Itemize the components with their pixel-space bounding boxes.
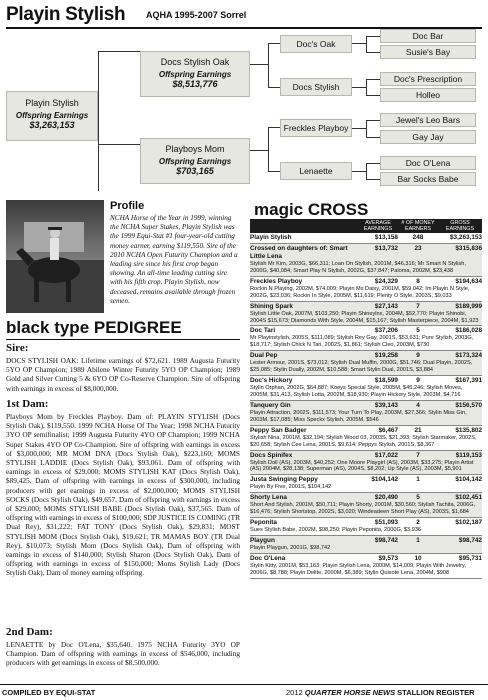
- average-earnings: $37,206: [374, 327, 398, 335]
- pedigree-dam: [140, 138, 250, 184]
- table-row-main: [250, 303, 482, 311]
- pedigree-sire-sire: Doc's Oak: [280, 35, 352, 53]
- money-earners: 23: [414, 245, 422, 252]
- average-earnings: $17,022: [374, 451, 398, 459]
- gross-earnings: $135,802: [455, 426, 482, 434]
- money-earners: 21: [414, 426, 422, 434]
- offspring-list: Rockin N Playing, 2002M, $74,009; Playin Ms Daisy, 2001M, $59,042; Im Playin N Style, 2002G, $23,036; Rockin In Style, 2005M, $11,619; Plenty O Style, 2003S, $9,033: [250, 285, 470, 299]
- pedigree-line: [366, 79, 380, 80]
- average-earnings: $39,143: [374, 401, 398, 409]
- average-earnings: $98,742: [374, 536, 398, 544]
- offspring-list: Short And Stylish, 2001M, $50,711; Playin Shorty, 2001M, $30,560; Stylish Tachita, 2006G, $16,476; Stylish Shortstop, 2002S, $3,020; Windeadeen Short Play (AS), 2003S, $1,684: [250, 502, 476, 516]
- offspring-list: Sues Stylish Babe, 2002M, $98,250; Playin Peponita, 2000G, $3,936: [250, 527, 422, 534]
- table-row: [250, 277, 482, 302]
- subject-earnings-value: $3,263,153: [29, 120, 75, 130]
- table-row-main: [250, 278, 482, 286]
- dam1-text: Playboys Mom by Freckles Playboy. Dam of: PLAYIN STYLISH (Docs Stylish Oak), $119,550. 1999 NCHA Horse Of The Year; 1998 NCHA Futurity 3YO OP semifinalist; 1999 Augusta Futurity 4YO OP Champion; 1999 NCHA Super Stakes 4YO OP Co-Champion. Sire of offspring with earnings in excess of $3,000,000; MR MOM DNA (Docs Stylish Oak), $223,160; MOMS STYLISH LADDIE (Docs Stylish Oak), $93,061. Dam of offspring with earnings in excess of $29,000; MOMS STYLISH KAT (Docs Stylish Oak), $89,425. Dam of offspring with earnings in excess of $300,000, including producers with get earnings in excess of $2,000,000; MOMS STYLISH SOCKS (Docs Stylish Oak), $49,657. Dam of offspring with earnings in excess of $29,000; MOMS STYLISH BABE (Docs Stylish Oak), $37,565. Dam of offspring with earnings in excess of $100,000; SDP JUSTICE IS COMING (TR Dual Rey), $31,222; FAT TONY (Docs Stylish Oak), $29,831; MOST STYLISH MOM (Docs Stylish Oak), $19,621; TR MAMAS BOY (TR Dual Rey), $10,073; Stylish Mom (Docs Stylish Oak), Dam of offspring with earnings in excess of $140,000; Stylish Sharon (Docs Stylish Oak), Dam of offspring with earnings in excess of $150,000; Moms Stylish Lady (Docs Stylish Oak), Dam of money earning offspring.: [6, 412, 240, 578]
- cross-name: Tanquery Gin: [250, 401, 291, 409]
- pedigree-line: [366, 52, 380, 53]
- table-row-main: [250, 245, 482, 261]
- pedigree-line: [250, 150, 268, 151]
- table-row-main: [250, 427, 482, 435]
- pedigree-ggp: Holleo: [380, 88, 476, 102]
- table-row-main: [250, 494, 482, 502]
- gross-earnings: $194,634: [455, 277, 482, 285]
- offspring-list: Playin By Five, 2001S, $104,142: [250, 484, 332, 491]
- table-row-main: [250, 402, 482, 410]
- money-earners: 7: [416, 451, 420, 459]
- pedigree-line: [366, 137, 380, 138]
- pedigree-line: [352, 87, 366, 88]
- offspring-list: Mr Playinstylish, 2005S, $111,089; Stylish Rey Gay, 2001S, $53,631; Pure Stylish, 2003G, $18,717; Stylish Chick N Tari, 2002S, $1,861; Stylish Cleo, 2003M, $730: [250, 335, 474, 349]
- money-earners: 7: [416, 302, 420, 310]
- offspring-list: Stylish Nina, 2001M, $32,194; Stylish Wood 03, 2003S, $21,393; Stylish Starmaker, 2002S, $20,658; Stylish Cee Lena, 2001S, $9,614; Peppys Stylish, 2001S, $8,367: [250, 434, 477, 448]
- table-row: [250, 493, 482, 518]
- offspring-list: Lester Armour, 2001S, $73,012; Stylish Dual Muffin, 2000G, $51,746; Dual Playin, 2002S, $25,085; Stylin Dually, 2002M, $10,588; Smart Stylin Dual, 2001S, $3,884: [250, 360, 473, 374]
- pedigree-line: [268, 127, 269, 171]
- pedigree-line: [352, 128, 366, 129]
- pedigree-ggp: Gay Jay: [380, 130, 476, 144]
- table-header: [250, 219, 482, 233]
- sire-earnings-value: $8,513,776: [172, 79, 218, 89]
- money-earners: 5: [416, 327, 420, 335]
- dam-earnings-label: Offspring Earnings: [158, 157, 232, 166]
- money-earners: 9: [416, 352, 420, 360]
- dam2-text: LENAETTE by Doc O'Lena, $35,640. 1975 NCHA Futurity 3YO OP Champion. Dam of offspring with earnings in excess of $546,000, including producers with get earnings in excess of $8,500,000.: [6, 640, 240, 668]
- column-header: [250, 232, 358, 233]
- cross-name: Justa Swinging Peppy: [250, 476, 318, 484]
- pedigree-line: [366, 163, 380, 164]
- gross-earnings: $102,187: [455, 519, 482, 527]
- pedigree-line: [268, 127, 280, 128]
- average-earnings: $13,158: [374, 234, 398, 241]
- cross-name: Doc's Hickory: [250, 377, 293, 385]
- offspring-list: Stylin Orphan, 2002G, $64,887; Koeys Special Style, 2005M, $45,246; Stylish Moves, 2005M, $31,413, Stylish Lotta, 2002M, $18,930; Playin Hickory Style, 2003M, $4,716: [250, 385, 463, 398]
- money-earners: 1: [416, 536, 420, 544]
- pedigree-line: [268, 87, 280, 88]
- table-body: [250, 233, 482, 579]
- sire-heading: Sire:: [6, 342, 29, 354]
- profile-text: NCHA Horse of the Year in 1999, winning the NCHA Super Stakes, Playin Stylish was the 1999 Equi-Stat #1 four-year-old cutting money earner, earning $119,550. Sire of the 2010 NCHA Open Futurity Champion and a leading sire since his first crop began showing. An all-time leading cutting sire with his fifth crop, Playin Stylish, now deceased, remains available through frozen semen.: [110, 214, 238, 305]
- pedigree-sire: [140, 51, 250, 97]
- gross-earnings: $315,836: [455, 245, 482, 252]
- money-earners: 4: [416, 401, 420, 409]
- offspring-list: Stylish Doll (AS), 2003M, $40,252; One Moore Playgirl (AS), 2003M, $33,275; Playin Artist (AS) 2004M, $28,138; Superman (AS), 2004S, $8,202; Up Style (AS), 2003M, $5,901: [250, 459, 474, 473]
- money-earners: 2: [416, 519, 420, 527]
- offspring-list: Stylish Little Oak, 2007M, $103,250; Playin Shineylnx, 2004M, $52,770; Playin Shinobi, 2004S $15,673; Diamonds With Style, 2004M, $15,167; Stylish Masterpiece, 2004M, $1,923: [250, 310, 479, 324]
- money-earners: 1: [416, 476, 420, 484]
- pedigree-line: [268, 43, 269, 87]
- pedigree-line: [366, 120, 367, 137]
- table-row: [250, 554, 482, 579]
- table-row: [250, 351, 482, 376]
- offspring-list: Stylish Mr Kim, 2003G, $66,311; Loan On Stylish, 2001M, $46,316; Mr Smart N Stylish, 2000G, $40,084; Smart Play N Stylish, 2002G, $37,847; Paloma, 2002M, $23,438: [250, 261, 466, 274]
- pedigree-dam-dam: Lenaette: [280, 162, 352, 180]
- sire-text: DOCS STYLISH OAK: Lifetime earnings of $72,621. 1989 Augusta Futurity 5YO OP Champion; 1989 Abilene Winter Futurity 5YO OP Champion; 1989 Gold and Silver Cutting 5 & 6YO OP Co-Reserve Champion. Sire of offspring with earnings in excess of $8,000,000.: [6, 356, 240, 393]
- black-type-divider: [6, 339, 240, 340]
- table-row: [250, 326, 482, 351]
- table-row-main: [250, 476, 482, 484]
- footer-year: 2012: [286, 688, 305, 697]
- pedigree-line: [366, 179, 380, 180]
- footer-publisher: QUARTER HORSE NEWS: [304, 688, 396, 697]
- pedigree-ggp: Susie's Bay: [380, 45, 476, 59]
- money-earners: 10: [414, 554, 422, 562]
- footer-divider: [0, 684, 488, 685]
- pedigree-sire-dam: Docs Stylish: [280, 78, 352, 96]
- pedigree-line: [98, 51, 140, 52]
- average-earnings: $13,732: [374, 245, 398, 252]
- pedigree-ggp: Jewel's Leo Bars: [380, 113, 476, 127]
- table-row: [250, 401, 482, 426]
- pedigree-line: [366, 95, 380, 96]
- column-header-average: AVERAGE EARNINGS: [363, 220, 393, 232]
- offspring-list: Playin Attraction, 2002S, $111,573; Your Turn To Play, 2003M, $27,366; Stylin Miss Gin, 2003M, $17,085; Miss Speckx Stylish, 2005M, $546: [250, 409, 467, 423]
- footer-register: STALLION REGISTER: [395, 688, 475, 697]
- table-row-main: [250, 352, 482, 360]
- cross-name: Playin Stylish: [250, 234, 292, 241]
- pedigree-line: [366, 120, 380, 121]
- dam1-heading: 1st Dam:: [6, 398, 49, 410]
- average-earnings: $27,143: [374, 302, 398, 310]
- sire-earnings-label: Offspring Earnings: [158, 70, 232, 79]
- money-earners: 9: [416, 377, 420, 385]
- dam2-heading: 2nd Dam:: [6, 626, 53, 638]
- gross-earnings: $102,451: [455, 494, 482, 502]
- page-title: Playin Stylish: [6, 4, 126, 25]
- footer-credit: COMPILED BY EQUI-STAT: [2, 688, 96, 697]
- table-row: [250, 376, 482, 401]
- black-type-title: black type PEDIGREE: [6, 318, 182, 337]
- table-row: [250, 426, 482, 451]
- dam-name: Playboys Mom: [165, 144, 225, 154]
- pedigree-line: [98, 144, 140, 145]
- offspring-list: Stylin Kitty, 2001M, $53,163; Playin Stylish Lena, 2000M, $14,009; Playin With Jewelry, 2006G, $8,788; Playin Delite, 2000M, $6,389; Stylin Quixote Lena, 2004M, $908: [250, 562, 466, 576]
- table-row: [250, 302, 482, 327]
- horse-rider-image: [6, 200, 104, 313]
- table-row: [250, 451, 482, 476]
- gross-earnings: $189,999: [455, 302, 482, 310]
- sire-name: Docs Stylish Oak: [160, 57, 230, 67]
- table-row-main: [250, 327, 482, 335]
- column-header-money-earners: # OF MONEY EARNERS: [401, 220, 435, 232]
- footer-publication: [286, 688, 475, 697]
- average-earnings: $24,329: [374, 277, 398, 285]
- cross-name: Peponita: [250, 519, 277, 527]
- pedigree-dam-sire: Freckles Playboy: [280, 119, 352, 137]
- table-row-main: [250, 452, 482, 460]
- pedigree-subject: [6, 91, 98, 141]
- table-row-main: [250, 519, 482, 527]
- pedigree-line: [250, 64, 268, 65]
- average-earnings: $19,258: [374, 352, 398, 360]
- magic-cross-table: [250, 219, 482, 579]
- pedigree-ggp: Doc's Prescription: [380, 72, 476, 86]
- offspring-list: Playin Playgun, 2001G, $98,742: [250, 544, 331, 551]
- money-earners: 248: [412, 234, 424, 241]
- pedigree-line: [352, 171, 366, 172]
- money-earners: 5: [416, 494, 420, 502]
- table-row: [250, 518, 482, 536]
- table-row: [250, 475, 482, 493]
- pedigree-line: [268, 43, 280, 44]
- dam-earnings-value: $703,165: [176, 166, 214, 176]
- gross-earnings: $173,324: [455, 352, 482, 360]
- average-earnings: $18,599: [374, 377, 398, 385]
- gross-earnings: $3,263,153: [450, 234, 482, 241]
- pedigree-ggp: Doc O'Lena: [380, 156, 476, 170]
- gross-earnings: $156,570: [455, 401, 482, 409]
- table-row-main: [250, 377, 482, 385]
- profile-title: Profile: [110, 200, 145, 212]
- table-row-main: [250, 537, 482, 545]
- gross-earnings: $98,742: [458, 536, 482, 544]
- horse-photo: [6, 200, 104, 313]
- pedigree-line: [366, 79, 367, 95]
- gross-earnings: $119,153: [455, 451, 482, 459]
- table-row-main: [250, 234, 482, 242]
- average-earnings: $104,142: [371, 476, 398, 484]
- table-row-main: [250, 555, 482, 563]
- pedigree-line: [366, 36, 367, 52]
- pedigree-line: [98, 51, 99, 191]
- cross-name: Freckles Playboy: [250, 277, 303, 285]
- average-earnings: $51,093: [374, 519, 398, 527]
- cross-name: Shorty Lena: [250, 494, 287, 502]
- gross-earnings: $104,142: [455, 476, 482, 484]
- average-earnings: $20,490: [374, 494, 398, 502]
- table-row: [250, 244, 482, 277]
- pedigree-ggp: Doc Bar: [380, 29, 476, 43]
- table-row: [250, 536, 482, 554]
- average-earnings: $9,573: [378, 554, 398, 562]
- pedigree-line: [366, 36, 380, 37]
- money-earners: 8: [416, 277, 420, 285]
- cross-name: Crossed on daughters of: Smart Little Lena: [250, 245, 348, 260]
- gross-earnings: $167,391: [455, 377, 482, 385]
- cross-name: Docs Spinifex: [250, 451, 293, 459]
- average-earnings: $6,467: [378, 426, 398, 434]
- table-row: [250, 233, 482, 244]
- cross-name: Playgun: [250, 536, 275, 544]
- pedigree-line: [352, 43, 366, 44]
- gross-earnings: $95,731: [458, 554, 482, 562]
- cross-name: Peppy San Badger: [250, 426, 307, 434]
- subject-name: Playin Stylish: [25, 98, 79, 108]
- column-header-gross: GROSS EARNINGS: [445, 220, 475, 232]
- gross-earnings: $186,028: [455, 327, 482, 335]
- pedigree-line: [268, 171, 280, 172]
- cross-name: Doc Tari: [250, 327, 276, 335]
- page-subtitle: AQHA 1995-2007 Sorrel: [146, 10, 247, 20]
- cross-name: Doc O'Lena: [250, 554, 286, 562]
- magic-cross-title: magic CROSS: [254, 200, 369, 219]
- cross-name: Shining Spark: [250, 302, 293, 310]
- cross-name: Dual Pep: [250, 352, 278, 360]
- pedigree-line: [366, 163, 367, 179]
- subject-earnings-label: Offspring Earnings: [15, 111, 89, 120]
- pedigree-ggp: Bar Socks Babe: [380, 172, 476, 186]
